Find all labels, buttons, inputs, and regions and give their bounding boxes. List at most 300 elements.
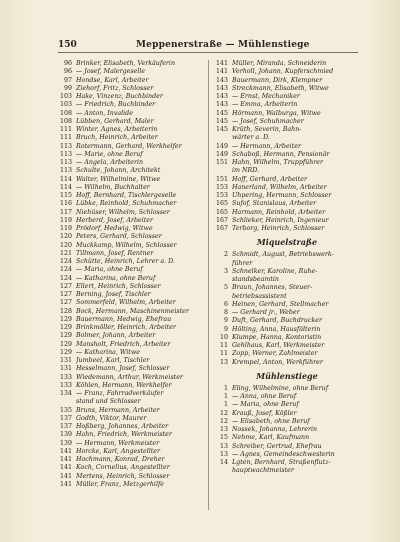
house-number: 124 (59, 258, 72, 265)
resident-text: Hörmann, Walburga, Witwe (232, 109, 321, 117)
page-number: 150 (58, 40, 77, 50)
house-number: 131 (59, 365, 72, 373)
house-number: 114 (59, 183, 72, 191)
house-number: 13 (219, 450, 228, 458)
directory-entry (212, 101, 362, 109)
house-number: 167 (215, 225, 228, 232)
house-number: 108 (59, 117, 72, 125)
resident-text: — Ernst, Mechaniker (232, 93, 300, 100)
house-number: 135 (59, 406, 72, 414)
house-number: 141 (59, 464, 72, 472)
directory-entry (212, 401, 362, 409)
house-number (212, 167, 232, 175)
house-number: 113 (59, 142, 72, 150)
house-number: 120 (59, 233, 72, 241)
resident-text: standsbeamtin (232, 276, 279, 283)
house-number: 127 (59, 282, 72, 290)
house-number: 113 (59, 167, 72, 175)
house-number: 121 (59, 249, 72, 257)
resident-text: Lübke, Reinhold, Schuhmacher (76, 200, 177, 208)
resident-text: — Emma, Arbeiterin (232, 101, 298, 109)
resident-text: Mansholt, Friedrich, Arbeiter (76, 340, 171, 348)
directory-entry (56, 365, 204, 373)
house-number: 11 (219, 350, 228, 358)
house-number: 113 (59, 159, 72, 166)
resident-text: Mertens, Heinrich, Schlosser (76, 472, 170, 480)
house-number: 149 (215, 150, 228, 158)
resident-text: Bruch, Heinrich, Arbeiter (76, 134, 158, 142)
directory-entry (212, 176, 362, 184)
directory-entry (212, 276, 362, 284)
house-number: 165 (215, 200, 228, 208)
resident-text: Krempel, Anton, Werkführer (232, 358, 323, 366)
directory-entry (56, 283, 204, 291)
resident-text: Schaboß, Hermann, Pensionär (232, 150, 330, 158)
house-number (212, 134, 232, 142)
directory-entry (212, 359, 362, 367)
header-rule (58, 52, 358, 53)
house-number (212, 260, 232, 268)
directory-entry (212, 334, 362, 342)
resident-text: — Franz, Fahrradverkäufer (76, 390, 164, 397)
resident-text: im NRD. (232, 167, 260, 175)
house-number: 1 (223, 393, 228, 400)
directory-entry (56, 341, 204, 349)
house-number: 153 (215, 192, 228, 199)
house-number: 129 (59, 315, 72, 323)
resident-text: Niehüser, Wilhelm, Schlosser (76, 208, 170, 216)
resident-text: — Katharina, ohne Beruf (76, 274, 156, 282)
resident-text: Hölting, Anna, Hausfälterin (232, 325, 321, 333)
house-number: 108 (59, 109, 72, 117)
resident-text: Lübben, Gerhard, Maler (76, 117, 154, 125)
resident-text: Brinker, Elisabeth, Verkäuferin (76, 60, 175, 67)
resident-text: — Gerhard jr., Weber (232, 309, 300, 316)
directory-entry (56, 110, 204, 118)
directory-entry (56, 349, 204, 357)
resident-text: Zopp, Werner, Zahlmeister (232, 350, 318, 358)
directory-entry (212, 410, 362, 418)
directory-entry (56, 464, 204, 472)
resident-text: Schreiber, Gertrud, Ehefrau (232, 442, 322, 450)
resident-text: Schnelker, Karoline, Ruhe- (232, 267, 318, 275)
directory-entry (56, 390, 204, 398)
resident-text: Hahn, Friedrich, Werkmeister (76, 431, 172, 439)
directory-entry (212, 284, 362, 292)
house-number: 151 (215, 175, 228, 183)
directory-entry (212, 134, 362, 142)
directory-entry (212, 159, 362, 167)
house-number: 111 (59, 126, 72, 133)
house-number: 124 (59, 274, 72, 282)
directory-entry (212, 350, 362, 358)
directory-entry (56, 250, 204, 258)
resident-text: Hoff, Bernhard, Tischlergeselle (76, 192, 177, 199)
resident-text: Hochmann, Konrad, Dreher (76, 456, 165, 463)
house-number: 137 (59, 423, 72, 430)
directory-entry (212, 225, 362, 233)
directory-entry (56, 60, 204, 68)
directory-entry (212, 93, 362, 101)
resident-text: Sommerfeld, Wilhelm, Arbeiter (76, 299, 176, 307)
house-number: 2 (223, 251, 228, 259)
directory-entry (56, 456, 204, 464)
directory-entry (212, 317, 362, 325)
house-number: 133 (59, 373, 72, 381)
directory-entry (56, 200, 204, 208)
resident-text: — Elisabeth, ohne Beruf (232, 417, 310, 425)
resident-text: Schulte, Johann, Architekt (76, 167, 161, 175)
house-number: 137 (59, 414, 72, 422)
resident-text: — Anna, ohne Beruf (232, 393, 297, 400)
directory-entry (56, 332, 204, 340)
resident-text: Terborg, Heinrich, Schlosser (232, 225, 325, 232)
resident-text: Braun, Johannes, Steuer- (232, 284, 313, 292)
resident-text: Hoff, Gerhard, Arbeiter (232, 175, 307, 183)
house-number: 129 (59, 340, 72, 348)
resident-text: — Angela, Arbeiterin (76, 159, 144, 166)
house-number: 143 (215, 101, 228, 109)
directory-entry (56, 308, 204, 316)
resident-text: Brinkmöller, Heinrich, Arbeiter (76, 324, 176, 331)
directory-entry (212, 393, 362, 401)
resident-text: — Agnes, Gemeindeschwesterin (232, 450, 335, 458)
house-number: 9 (223, 317, 228, 325)
directory-entry (56, 374, 204, 382)
house-number: 12 (219, 409, 228, 417)
directory-entry (212, 418, 362, 426)
directory-entry (212, 426, 362, 434)
resident-text: Gehlhaus, Karl, Werkmeister (232, 342, 325, 349)
directory-entry (56, 407, 204, 415)
house-number: 120 (59, 241, 72, 249)
resident-text: Berning, Josef, Tischler (76, 291, 151, 298)
directory-entry (56, 481, 204, 489)
resident-text: — Katharina, Witwe (76, 348, 140, 356)
directory-entry (56, 266, 204, 274)
house-number: 96 (63, 68, 72, 76)
resident-text: Köhlen, Hermann, Werkhelfer (76, 381, 172, 389)
directory-entry (56, 101, 204, 109)
resident-text: Sufof, Stanislaus, Arbeiter (232, 200, 317, 208)
house-number: 10 (219, 333, 228, 341)
resident-text: Uhpering, Hermann, Schlosser (232, 192, 332, 199)
directory-entry (56, 382, 204, 390)
directory-entry (212, 118, 362, 126)
resident-text: Winter, Agnes, Arbeiterin (76, 126, 158, 133)
resident-text: Bruns, Hermann, Arbeiter (76, 406, 160, 414)
resident-text: stand und Schlosser (76, 398, 141, 406)
resident-text: Ziehorf, Fritz, Schlosser (76, 84, 154, 92)
house-number: 145 (215, 126, 228, 133)
directory-entry (56, 473, 204, 481)
house-number: 129 (59, 348, 72, 356)
directory-entry (212, 309, 362, 317)
directory-entry (212, 143, 362, 151)
resident-text: Herberd, Josef, Arbeiter (76, 216, 154, 224)
directory-entry (56, 176, 204, 184)
house-number: 13 (219, 442, 228, 450)
directory-entry (56, 192, 204, 200)
house-number: 129 (59, 332, 72, 340)
directory-entry (212, 434, 362, 442)
house-number: 141 (215, 60, 228, 67)
resident-text: — Marie, ohne Beruf (76, 150, 143, 158)
house-number: 114 (59, 175, 72, 183)
directory-entry (212, 451, 362, 459)
resident-text: Bauermann, Hedwig, Ehefrau (76, 315, 172, 323)
resident-text: — Maria, ohne Beruf (232, 401, 299, 409)
house-number: 165 (215, 208, 228, 216)
directory-entry (212, 342, 362, 350)
resident-text: — Wilhelm, Buchhalter (76, 183, 150, 191)
directory-entry (56, 324, 204, 332)
resident-text: Hahn, Wilhelm, Truppführer (232, 159, 324, 166)
house-number: 111 (59, 134, 72, 142)
directory-entry (56, 398, 204, 406)
directory-entry (56, 85, 204, 93)
directory-entry (56, 431, 204, 439)
house-number: 96 (63, 60, 72, 67)
house-number: 149 (215, 142, 228, 150)
house-number: 97 (63, 76, 72, 84)
house-number: 119 (59, 225, 72, 232)
resident-text: Duft, Gerhard, Buchdrucker (232, 317, 323, 325)
directory-entry (212, 85, 362, 93)
directory-entry (56, 118, 204, 126)
directory-entry (212, 200, 362, 208)
resident-text: Schlieker, Heinrich, Ingenieur (232, 216, 329, 224)
directory-entry (212, 268, 362, 276)
resident-text: Godth, Viktor, Maurer (76, 414, 147, 422)
house-number: 1 (223, 401, 228, 409)
directory-entry (212, 209, 362, 217)
directory-entry (212, 68, 362, 76)
directory-entry (212, 467, 362, 475)
directory-entry (212, 184, 362, 192)
directory-entry (212, 260, 362, 268)
section-title-muehlenstiege: Mühlenstiege (256, 370, 318, 381)
house-number: 115 (59, 192, 72, 199)
resident-text: Hondse, Karl, Arbeiter (76, 76, 149, 84)
resident-text: Tillmann, Josef, Rentner (76, 249, 154, 257)
house-number: 3 (223, 267, 228, 275)
house-number: 127 (59, 299, 72, 307)
directory-entry (56, 357, 204, 365)
directory-entry (56, 77, 204, 85)
directory-entry (212, 251, 362, 259)
directory-entry (212, 60, 362, 68)
directory-entry (56, 448, 204, 456)
house-number: 13 (219, 426, 228, 433)
muehlenstiege-entries (212, 385, 362, 476)
resident-text: Heinen, Gerhard, Stellmacher (232, 300, 329, 308)
directory-entry (212, 167, 362, 175)
house-number: 145 (215, 117, 228, 125)
house-number: 113 (59, 150, 72, 158)
directory-entry (56, 143, 204, 151)
directory-entry (56, 184, 204, 192)
resident-text: Hesselmann, Josef, Schlosser (76, 365, 170, 373)
resident-text: Bolmer, Johann, Arbeiter (76, 332, 156, 340)
resident-text: Müller, Franz, Metzgerhilfe (76, 480, 165, 488)
resident-text: Koch, Cornelius, Angestellter (76, 464, 170, 472)
house-number: 103 (59, 93, 72, 100)
miquelstrasse-entries (212, 251, 362, 367)
right-column-entries (212, 60, 362, 233)
resident-text: Verholl, Johann, Kupferschmied (232, 68, 334, 76)
house-number: 103 (59, 101, 72, 109)
house-number: 141 (59, 447, 72, 455)
directory-entry (56, 167, 204, 175)
directory-entry (212, 293, 362, 301)
house-number: 119 (59, 216, 72, 224)
resident-text: — Josef, Schuhmacher (232, 117, 304, 125)
house-number: 15 (219, 434, 228, 442)
left-column (56, 60, 204, 489)
directory-entry (212, 151, 362, 159)
resident-text: wärter a. D. (232, 134, 271, 142)
house-number: 128 (59, 307, 72, 315)
resident-text: Krauß, Josef, Kößler (232, 409, 297, 417)
house-number: 5 (223, 284, 228, 292)
resident-text: führer (232, 259, 253, 267)
resident-text: betriebsassistent (232, 292, 287, 300)
house-number: 117 (59, 208, 72, 216)
directory-entry (212, 301, 362, 309)
house-number: 13 (219, 358, 228, 366)
right-column (212, 60, 362, 476)
resident-text: hauptwachtmeister (232, 467, 294, 475)
directory-entry (56, 299, 204, 307)
directory-entry (56, 68, 204, 76)
directory-entry (56, 233, 204, 241)
directory-entry (212, 326, 362, 334)
house-number: 145 (215, 109, 228, 117)
resident-text: Hanerland, Wilhelm, Arbeiter (232, 183, 327, 191)
resident-text: Schmidt, August, Betriebswerk- (232, 251, 334, 259)
resident-text: Klumpe, Hanna, Kontoristin (232, 333, 322, 341)
resident-text: Schütte, Heinrich, Lehrer a. D. (76, 258, 175, 265)
resident-text: — Maria, ohne Beruf (76, 266, 143, 274)
resident-text: Peters, Gerhard, Schlosser (76, 233, 162, 241)
resident-text: Harmann, Reinhold, Arbeiter (232, 208, 326, 216)
house-number: 116 (59, 200, 72, 208)
section-title-miquelstrasse: Miquelstraße (256, 237, 318, 248)
resident-text: Streckmann, Elisabeth, Witwe (232, 84, 329, 92)
directory-entry (56, 217, 204, 225)
resident-text: Bauermann, Dirk, Klempner (232, 76, 323, 84)
resident-text: Prödorf, Hedwig, Witwe (76, 225, 153, 232)
house-number: 167 (215, 216, 228, 224)
resident-text: — Friedrich, Buchbinder (76, 101, 156, 109)
house-number: 127 (59, 291, 72, 298)
house-number: 131 (59, 357, 72, 364)
resident-text: Wiedemann, Arthur, Werkmeister (76, 373, 183, 381)
directory-entry (56, 423, 204, 431)
resident-text: Hake, Vinzenz, Buchbinder (76, 93, 163, 100)
resident-text: Horcke, Karl, Angestellter (76, 447, 160, 455)
house-number: 12 (219, 417, 228, 425)
resident-text: — Hermann, Werkmeister (76, 439, 160, 447)
directory-entry (212, 385, 362, 393)
directory-entry (56, 126, 204, 134)
directory-entry (56, 440, 204, 448)
resident-text: Muckkamp, Wilhelm, Schlosser (76, 241, 177, 249)
resident-text: Hoßberg, Johannes, Arbeiter (76, 423, 169, 430)
directory-entry (212, 110, 362, 118)
house-number: 139 (59, 439, 72, 447)
directory-entry (56, 316, 204, 324)
directory-entry (212, 192, 362, 200)
resident-text: Eling, Wilhelmine, ohne Beruf (232, 384, 329, 392)
resident-text: Nossek, Johanna, Lehrerin (232, 426, 318, 433)
house-number: 143 (215, 84, 228, 92)
resident-text: — Anton, Invalide (76, 109, 133, 117)
house-number: 14 (219, 459, 228, 466)
house-number: 143 (215, 76, 228, 84)
house-number (56, 398, 76, 406)
directory-entry (212, 77, 362, 85)
resident-text: — Hermann, Arbeiter (232, 142, 301, 150)
directory-entry (56, 415, 204, 423)
directory-entry (212, 459, 362, 467)
house-number: 151 (215, 159, 228, 166)
resident-text: Rotermann, Gerhard, Werkhelfer (76, 142, 182, 150)
house-number (212, 293, 232, 301)
resident-text: Nehme, Karl, Kaufmann (232, 434, 310, 442)
house-number: 1 (223, 384, 228, 392)
house-number: 141 (215, 68, 228, 76)
directory-entry (212, 217, 362, 225)
resident-text: Müller, Miranda, Schneiderin (232, 60, 327, 67)
house-number: 141 (59, 472, 72, 480)
house-number (212, 467, 232, 475)
house-number: 153 (215, 183, 228, 191)
house-number: 139 (59, 431, 72, 439)
house-number: 11 (219, 342, 228, 349)
house-number: 9 (223, 325, 228, 333)
house-number: 99 (63, 84, 72, 92)
directory-entry (56, 275, 204, 283)
directory-entry (56, 159, 204, 167)
house-number: 133 (59, 381, 72, 389)
directory-entry (212, 443, 362, 451)
resident-text: Krüth, Severin, Bahn- (232, 126, 302, 133)
resident-text: Bock, Hermann, Maschinenmeister (76, 307, 189, 315)
directory-entry (56, 225, 204, 233)
directory-entry (56, 151, 204, 159)
house-number: 141 (59, 480, 72, 488)
house-number: 134 (59, 390, 72, 397)
resident-text: Jumbeel, Karl, Tischler (76, 357, 150, 364)
house-number: 141 (59, 456, 72, 463)
directory-entry (56, 242, 204, 250)
house-number: 143 (215, 93, 228, 100)
resident-text: Ellert, Heinrich, Schlosser (76, 282, 161, 290)
resident-text: Lgten, Bernhard, Straßenflutz- (232, 459, 331, 466)
directory-entry (56, 291, 204, 299)
house-number: 124 (59, 266, 72, 274)
house-number: 129 (59, 324, 72, 331)
directory-entry (56, 93, 204, 101)
house-number: 8 (223, 309, 228, 316)
running-title: Meppenerstraße — Mühlenstiege (136, 40, 310, 50)
directory-entry (56, 134, 204, 142)
resident-text: Walter, Wilhelmine, Witwe (76, 175, 161, 183)
house-number: 6 (223, 300, 228, 308)
resident-text: — Josef, Malergeselle (76, 68, 146, 76)
